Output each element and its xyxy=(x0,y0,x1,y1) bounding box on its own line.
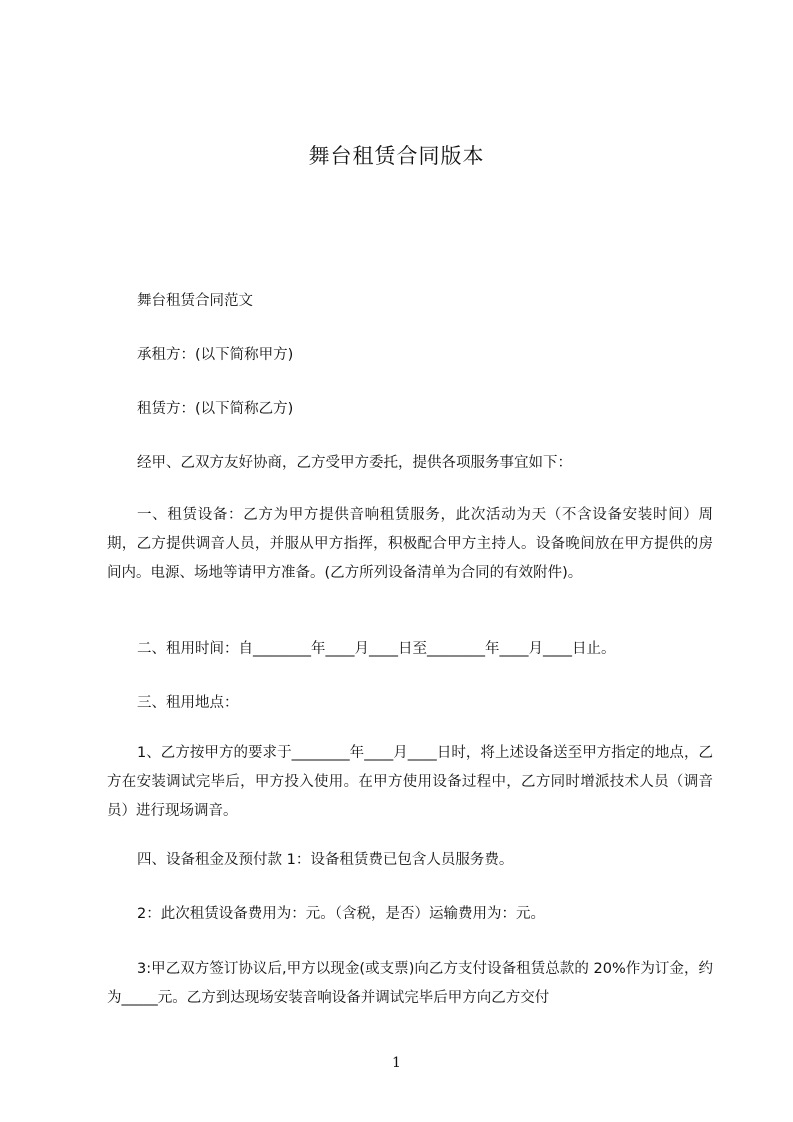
paragraph-clause-4-3: 3:甲乙双方签订协议后,甲方以现金(或支票)向乙方支付设备租赁总款的 20%作为订金，约为_____元。乙方到达现场安装音响设备并调试完毕后甲方向乙方交付 xyxy=(107,961,713,1006)
paragraph-clause-2: 二、租用时间：自________年____月____日至________年____月____日止。 xyxy=(137,641,616,657)
paragraph-clause-3-1: 1、乙方按甲方的要求于________年____月____日时，将上述设备送至甲方指定的地点，乙方在安装调试完毕后，甲方投入使用。在甲方使用设备过程中，乙方同时增派技术人员（调音员）进行现场调音。 xyxy=(107,745,713,819)
paragraph-clause-4-2: 2：此次租赁设备费用为：元。（含税，是否）运输费用为：元。 xyxy=(137,906,545,922)
paragraph-clause-3: 三、租用地点： xyxy=(137,695,239,711)
paragraph-intro: 经甲、乙双方友好协商，乙方受甲方委托，提供各项服务事宜如下： xyxy=(137,455,572,471)
paragraph-lessee: 承租方：(以下简称甲方) xyxy=(137,347,294,363)
paragraph-subtitle: 舞台租赁合同范文 xyxy=(137,293,253,309)
paragraph-clause-4: 四、设备租金及预付款 1：设备租赁费已包含人员服务费。 xyxy=(137,852,514,868)
document-title: 舞台租赁合同版本 xyxy=(308,144,485,168)
paragraph-lessor: 租赁方：(以下简称乙方) xyxy=(137,401,294,417)
paragraph-clause-1: 一、租赁设备：乙方为甲方提供音响租赁服务，此次活动为天（不含设备安装时间）周期，乙方提供调音人员，并服从甲方指挥，积极配合甲方主持人。设备晚间放在甲方提供的房间内。电源、场地等请甲方准备。(乙方所列设备清单为合同的有效附件)。 xyxy=(107,507,713,581)
page-number: 1 xyxy=(392,1055,401,1071)
